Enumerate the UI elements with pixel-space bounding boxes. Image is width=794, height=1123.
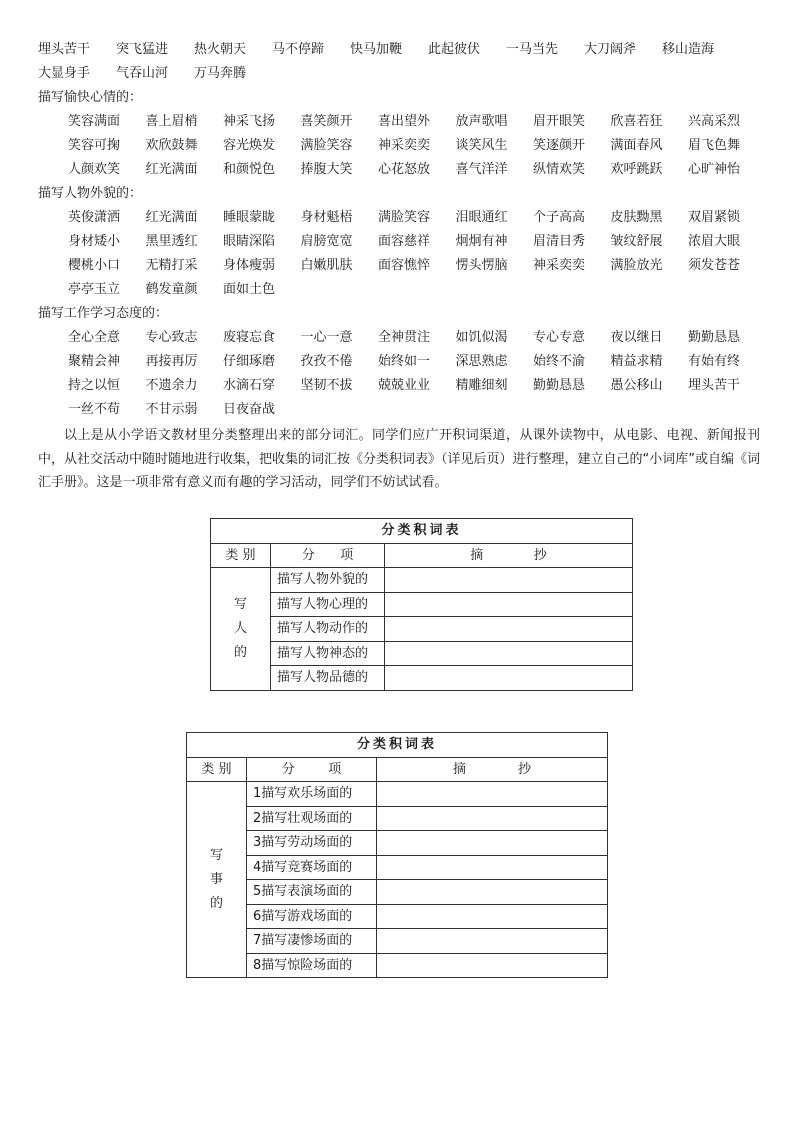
copy-cell bbox=[385, 568, 633, 593]
word: 万马奔腾 bbox=[194, 66, 247, 81]
paragraph-text: 以上是从小学语文教材里分类整理出来的部分词汇。同学们应广开积词渠道，从课外读物中，从电影、电视、新闻报刊中，从社交活动中随时随地进行收集，把收集的词汇按《分类积词表》（详见后页）进行整理，建立自己的“小词库”或自编《词汇手册》。这是一项非常有意义而有趣的学习活动，同学们不妨试试看。 bbox=[38, 428, 760, 490]
word: 埋头苦干 bbox=[688, 378, 741, 393]
word-row bbox=[68, 256, 766, 276]
word: 夜以继日 bbox=[610, 330, 663, 345]
copy-cell bbox=[385, 641, 633, 666]
word-row bbox=[68, 112, 766, 132]
header-category: 类 别 bbox=[187, 757, 247, 782]
category-cell bbox=[187, 782, 247, 978]
word: 大刀阔斧 bbox=[584, 42, 637, 57]
word: 纵情欢笑 bbox=[533, 162, 586, 177]
word-row bbox=[68, 208, 766, 228]
copy-cell bbox=[377, 806, 608, 831]
subitem-cell: 描写人物神态的 bbox=[271, 641, 385, 666]
word-row bbox=[68, 136, 766, 156]
word: 持之以恒 bbox=[68, 378, 121, 393]
word: 樱桃小口 bbox=[68, 258, 121, 273]
word: 红光满面 bbox=[145, 210, 198, 225]
word-row bbox=[68, 328, 766, 348]
word-row bbox=[68, 232, 766, 252]
word: 大显身手 bbox=[38, 66, 91, 81]
copy-cell bbox=[377, 855, 608, 880]
word: 肩膀宽宽 bbox=[300, 234, 353, 249]
word: 人颜欢笑 bbox=[68, 162, 121, 177]
word: 埋头苦干 bbox=[38, 42, 91, 57]
header-copy-a: 摘 bbox=[452, 761, 466, 777]
word: 热火朝天 bbox=[194, 42, 247, 57]
word: 泪眼通红 bbox=[455, 210, 508, 225]
header-subitem-a: 分 bbox=[301, 547, 315, 563]
header-subitem-a: 分 bbox=[281, 761, 295, 777]
table-row bbox=[211, 641, 633, 666]
word: 移山造海 bbox=[662, 42, 715, 57]
word: 个子高高 bbox=[533, 210, 586, 225]
table-row bbox=[187, 806, 608, 831]
copy-cell bbox=[377, 953, 608, 978]
word: 一丝不苟 bbox=[68, 402, 121, 417]
table-row bbox=[211, 666, 633, 691]
word: 满面春风 bbox=[610, 138, 663, 153]
word: 身材魁梧 bbox=[300, 210, 353, 225]
subitem-cell: 5描写表演场面的 bbox=[247, 880, 377, 905]
subitem-cell: 2描写壮观场面的 bbox=[247, 806, 377, 831]
word: 面如土色 bbox=[223, 282, 276, 297]
word: 深思熟虑 bbox=[455, 354, 508, 369]
header-copy-b: 抄 bbox=[533, 547, 547, 563]
table-header-row bbox=[211, 543, 633, 568]
word: 皱纹舒展 bbox=[610, 234, 663, 249]
word: 专心专意 bbox=[533, 330, 586, 345]
header-subitem-b: 项 bbox=[328, 761, 342, 777]
category-char: 写 bbox=[209, 847, 223, 863]
word: 浓眉大眼 bbox=[688, 234, 741, 249]
copy-cell bbox=[377, 782, 608, 807]
word: 睡眼蒙眬 bbox=[223, 210, 276, 225]
table-row bbox=[187, 953, 608, 978]
header-copy-a: 摘 bbox=[470, 547, 484, 563]
word: 此起彼伏 bbox=[428, 42, 481, 57]
word: 身材矮小 bbox=[68, 234, 121, 249]
section-heading-attitude: 描写工作学习态度的： bbox=[38, 306, 169, 321]
subitem-cell: 描写人物外貌的 bbox=[271, 568, 385, 593]
word-row bbox=[68, 280, 301, 300]
table-header-row bbox=[187, 757, 608, 782]
copy-cell bbox=[385, 617, 633, 642]
word: 英俊潇洒 bbox=[68, 210, 121, 225]
section-heading-happy: 描写愉快心情的： bbox=[38, 90, 143, 105]
word: 专心致志 bbox=[145, 330, 198, 345]
word: 马不停蹄 bbox=[272, 42, 325, 57]
intro-row-1 bbox=[38, 40, 714, 60]
subitem-cell: 1描写欢乐场面的 bbox=[247, 782, 377, 807]
word: 喜笑颜开 bbox=[300, 114, 353, 129]
copy-cell bbox=[377, 880, 608, 905]
word: 炯炯有神 bbox=[455, 234, 508, 249]
subitem-cell: 4描写竞赛场面的 bbox=[247, 855, 377, 880]
word: 满脸笑容 bbox=[378, 210, 431, 225]
subitem-cell: 描写人物品德的 bbox=[271, 666, 385, 691]
category-char: 写 bbox=[233, 596, 247, 612]
word: 喜气洋洋 bbox=[455, 162, 508, 177]
word: 坚韧不拔 bbox=[300, 378, 353, 393]
category-char: 的 bbox=[233, 644, 247, 660]
word: 欢呼跳跃 bbox=[610, 162, 663, 177]
word-row bbox=[68, 400, 301, 420]
word: 日夜奋战 bbox=[223, 402, 276, 417]
word: 神采飞扬 bbox=[223, 114, 276, 129]
word: 聚精会神 bbox=[68, 354, 121, 369]
word: 全心全意 bbox=[68, 330, 121, 345]
body-paragraph bbox=[38, 424, 760, 495]
word: 眉清目秀 bbox=[533, 234, 586, 249]
word: 眉开眼笑 bbox=[533, 114, 586, 129]
word: 黑里透红 bbox=[145, 234, 198, 249]
word: 眼睛深陷 bbox=[223, 234, 276, 249]
word: 皮肤黝黑 bbox=[610, 210, 663, 225]
word: 再接再厉 bbox=[145, 354, 198, 369]
word: 一马当先 bbox=[506, 42, 559, 57]
word: 红光满面 bbox=[145, 162, 198, 177]
word: 笑容可掬 bbox=[68, 138, 121, 153]
word: 欣喜若狂 bbox=[610, 114, 663, 129]
header-subitem bbox=[271, 543, 385, 568]
word: 笑逐颜开 bbox=[533, 138, 586, 153]
copy-cell bbox=[385, 592, 633, 617]
subitem-cell: 描写人物动作的 bbox=[271, 617, 385, 642]
table-title: 分类积词表 bbox=[187, 733, 608, 758]
table-row bbox=[187, 929, 608, 954]
table-row bbox=[187, 855, 608, 880]
copy-cell bbox=[377, 929, 608, 954]
word-table-events bbox=[186, 732, 608, 978]
category-cell bbox=[211, 568, 271, 691]
word: 心旷神怡 bbox=[688, 162, 741, 177]
section-heading-appearance: 描写人物外貌的： bbox=[38, 186, 143, 201]
header-copy bbox=[385, 543, 633, 568]
subitem-cell: 3描写劳动场面的 bbox=[247, 831, 377, 856]
header-category: 类 别 bbox=[211, 543, 271, 568]
subitem-cell: 6描写游戏场面的 bbox=[247, 904, 377, 929]
word: 有始有终 bbox=[688, 354, 741, 369]
word: 勤勤恳恳 bbox=[533, 378, 586, 393]
table-row bbox=[187, 782, 608, 807]
category-char: 的 bbox=[209, 895, 223, 911]
word: 废寝忘食 bbox=[223, 330, 276, 345]
header-subitem bbox=[247, 757, 377, 782]
word: 眉飞色舞 bbox=[688, 138, 741, 153]
word: 心花怒放 bbox=[378, 162, 431, 177]
table-row bbox=[187, 904, 608, 929]
subitem-cell: 8描写惊险场面的 bbox=[247, 953, 377, 978]
word: 笑容满面 bbox=[68, 114, 121, 129]
table-row bbox=[187, 880, 608, 905]
word: 快马加鞭 bbox=[350, 42, 403, 57]
copy-cell bbox=[385, 666, 633, 691]
word: 气吞山河 bbox=[116, 66, 169, 81]
word: 不遗余力 bbox=[145, 378, 198, 393]
word: 勤勤恳恳 bbox=[688, 330, 741, 345]
table-row bbox=[211, 568, 633, 593]
word: 须发苍苍 bbox=[688, 258, 741, 273]
word: 神采奕奕 bbox=[533, 258, 586, 273]
header-copy bbox=[377, 757, 608, 782]
word: 满脸放光 bbox=[610, 258, 663, 273]
word: 鹤发童颜 bbox=[145, 282, 198, 297]
word-table-people bbox=[210, 518, 633, 691]
category-char: 人 bbox=[233, 620, 247, 636]
word-row bbox=[68, 352, 766, 372]
word: 精益求精 bbox=[610, 354, 663, 369]
table-row bbox=[211, 617, 633, 642]
word: 全神贯注 bbox=[378, 330, 431, 345]
subitem-cell: 7描写凄惨场面的 bbox=[247, 929, 377, 954]
word: 面容慈祥 bbox=[378, 234, 431, 249]
word: 喜出望外 bbox=[378, 114, 431, 129]
word: 水滴石穿 bbox=[223, 378, 276, 393]
word: 和颜悦色 bbox=[223, 162, 276, 177]
header-subitem-b: 项 bbox=[340, 547, 354, 563]
word: 神采奕奕 bbox=[378, 138, 431, 153]
subitem-cell: 描写人物心理的 bbox=[271, 592, 385, 617]
word: 身体瘦弱 bbox=[223, 258, 276, 273]
word: 谈笑风生 bbox=[455, 138, 508, 153]
word: 欢欣鼓舞 bbox=[145, 138, 198, 153]
word: 仔细琢磨 bbox=[223, 354, 276, 369]
word: 容光焕发 bbox=[223, 138, 276, 153]
table-row bbox=[211, 592, 633, 617]
word: 双眉紧锁 bbox=[688, 210, 741, 225]
copy-cell bbox=[377, 904, 608, 929]
intro-row-2 bbox=[38, 64, 272, 84]
word: 兴高采烈 bbox=[688, 114, 741, 129]
word: 亭亭玉立 bbox=[68, 282, 121, 297]
word: 孜孜不倦 bbox=[300, 354, 353, 369]
header-copy-b: 抄 bbox=[517, 761, 531, 777]
word: 愣头愣脑 bbox=[455, 258, 508, 273]
word: 愚公移山 bbox=[610, 378, 663, 393]
word: 不甘示弱 bbox=[145, 402, 198, 417]
word: 白嫩肌肤 bbox=[300, 258, 353, 273]
word: 放声歌唱 bbox=[455, 114, 508, 129]
word: 无精打采 bbox=[145, 258, 198, 273]
word: 兢兢业业 bbox=[378, 378, 431, 393]
word: 喜上眉梢 bbox=[145, 114, 198, 129]
table-title: 分类积词表 bbox=[211, 519, 633, 544]
word: 如饥似渴 bbox=[455, 330, 508, 345]
word: 捧腹大笑 bbox=[300, 162, 353, 177]
word: 一心一意 bbox=[300, 330, 353, 345]
copy-cell bbox=[377, 831, 608, 856]
word: 始终如一 bbox=[378, 354, 431, 369]
word: 突飞猛进 bbox=[116, 42, 169, 57]
word: 面容憔悴 bbox=[378, 258, 431, 273]
category-char: 事 bbox=[209, 871, 223, 887]
table-row bbox=[187, 831, 608, 856]
word-row bbox=[68, 376, 766, 396]
word: 满脸笑容 bbox=[300, 138, 353, 153]
word: 精雕细刻 bbox=[455, 378, 508, 393]
word-row bbox=[68, 160, 766, 180]
word: 始终不渝 bbox=[533, 354, 586, 369]
